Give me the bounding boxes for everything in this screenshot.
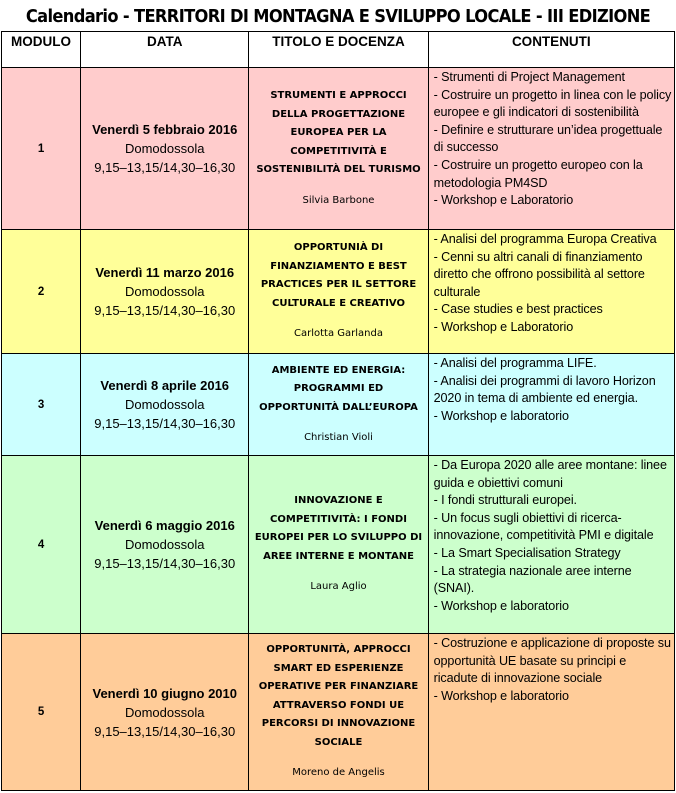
content-item: - Analisi del programma LIFE. [433, 356, 597, 370]
content-item: - Analisi del programma Europa Creativa [433, 232, 657, 246]
session-time: 9,15–13,15/14,30–16,30 [94, 303, 236, 318]
title-cell [249, 456, 428, 634]
contents-cell [428, 456, 674, 634]
header-modulo: MODULO [2, 32, 81, 68]
document-title: Calendario - TERRITORI DI MONTAGNA E SVILUPPO LOCALE - III EDIZIONE [25, 7, 651, 27]
title-cell [249, 68, 428, 230]
header-row [2, 32, 675, 68]
content-item: - Workshop e laboratorio [433, 688, 569, 703]
content-item: - La strategia nazionale aree interne (SNAI). [433, 563, 632, 596]
date-cell [81, 68, 249, 230]
header-data: DATA [81, 32, 249, 68]
module-number: 5 [2, 634, 81, 791]
course-title: STRUMENTI E APPROCCI DELLA PROGETTAZIONE EUROPEA PER LA COMPETITIVITÀ E SOSTENIBILITÀ DEL TURISMO [256, 90, 421, 175]
module-number: 4 [2, 456, 81, 634]
module-number: 3 [2, 354, 81, 456]
session-time: 9,15–13,15/14,30–16,30 [94, 160, 236, 175]
session-place: Domodossola [124, 141, 205, 156]
content-item: - Workshop e Laboratorio [433, 319, 574, 334]
course-title: INNOVAZIONE E COMPETITIVITÀ: I FONDI EUROPEI PER LO SVILUPPO DI AREE INTERNE E MONTANE [254, 495, 423, 562]
content-item: - Costruire un progetto europeo con la metodologia PM4SD [433, 157, 643, 190]
session-date: Venerdì 5 febbraio 2016 [92, 122, 238, 137]
module-number: 1 [2, 68, 81, 230]
instructor-name: Christian Violi [304, 432, 373, 443]
content-item: - Cenni su altri canali di finanziamento diretto che offrono possibilità al settore culturale [433, 249, 645, 299]
instructor-name: Laura Aglio [310, 581, 367, 593]
session-date: Venerdì 8 aprile 2016 [100, 378, 230, 393]
session-time: 9,15–13,15/14,30–16,30 [94, 723, 236, 739]
instructor-name: Moreno de Angelis [292, 767, 385, 779]
date-cell [81, 456, 249, 634]
content-item: - I fondi strutturali europei. [433, 493, 577, 508]
instructor-name: Carlotta Garlanda [294, 328, 383, 340]
content-item: - Workshop e laboratorio [433, 598, 569, 613]
session-place: Domodossola [124, 397, 205, 412]
content-item: - Workshop e Laboratorio [433, 193, 574, 208]
session-place: Domodossola [124, 537, 205, 552]
date-cell [81, 634, 249, 791]
contents-cell [428, 68, 674, 230]
session-time: 9,15–13,15/14,30–16,30 [94, 416, 236, 431]
course-title: OPPORTUNIÀ DI FINANZIAMENTO E BEST PRACTICES PER IL SETTORE CULTURALE E CREATIVO [260, 242, 417, 309]
instructor-name: Silvia Barbone [302, 194, 375, 206]
content-item: - Costruzione e applicazione di proposte su opportunità UE basate su principi e ricadute di innovazione sociale [433, 636, 671, 686]
module-row [2, 456, 675, 634]
header-titolo-docenza: TITOLO E DOCENZA [249, 32, 428, 68]
title-cell [249, 354, 428, 456]
session-date: Venerdì 10 giugno 2010 [92, 685, 237, 701]
date-cell [81, 354, 249, 456]
module-row [2, 354, 675, 456]
header-contenuti: CONTENUTI [428, 32, 674, 68]
session-time: 9,15–13,15/14,30–16,30 [94, 556, 236, 571]
session-date: Venerdì 11 marzo 2016 [95, 265, 235, 280]
contents-cell [428, 354, 674, 456]
session-place: Domodossola [124, 284, 205, 299]
content-item: - Un focus sugli obiettivi di ricerca-innovazione, competitività PMI e digitale [433, 510, 654, 543]
content-item: - La Smart Specialisation Strategy [433, 545, 621, 560]
content-item: - Workshop e laboratorio [433, 408, 569, 423]
session-date: Venerdì 6 maggio 2016 [94, 518, 235, 533]
session-place: Domodossola [124, 704, 205, 720]
contents-cell [428, 634, 674, 791]
course-title: OPPORTUNITÀ, APPROCCI SMART ED ESPERIENZE OPERATIVE PER FINANZIARE ATTRAVERSO FONDI UE PERCORSI DI INNOVAZIONE SOCIALE [258, 644, 419, 748]
contents-cell [428, 230, 674, 354]
content-item: - Case studies e best practices [433, 302, 603, 317]
course-title: AMBIENTE ED ENERGIA: PROGRAMMI ED OPPORTUNITÀ DALL’EUROPA [259, 364, 418, 413]
content-item: - Analisi dei programmi di lavoro Horizon 2020 in tema di ambiente ed energia. [433, 373, 656, 406]
module-row [2, 634, 675, 791]
content-item: - Definire e strutturare un’idea progettuale di successo [433, 122, 663, 155]
content-item: - Costruire un progetto in linea con le policy europee e gli indicatori di sostenibilità [433, 87, 672, 120]
title-cell [249, 634, 428, 791]
module-row [2, 68, 675, 230]
title-cell [249, 230, 428, 354]
module-row [2, 230, 675, 354]
date-cell [81, 230, 249, 354]
content-item: - Da Europa 2020 alle aree montane: linee guida e obiettivi comuni [433, 458, 667, 490]
content-item: - Strumenti di Project Management [433, 70, 625, 84]
calendar-table [1, 31, 675, 791]
module-number: 2 [2, 230, 81, 354]
